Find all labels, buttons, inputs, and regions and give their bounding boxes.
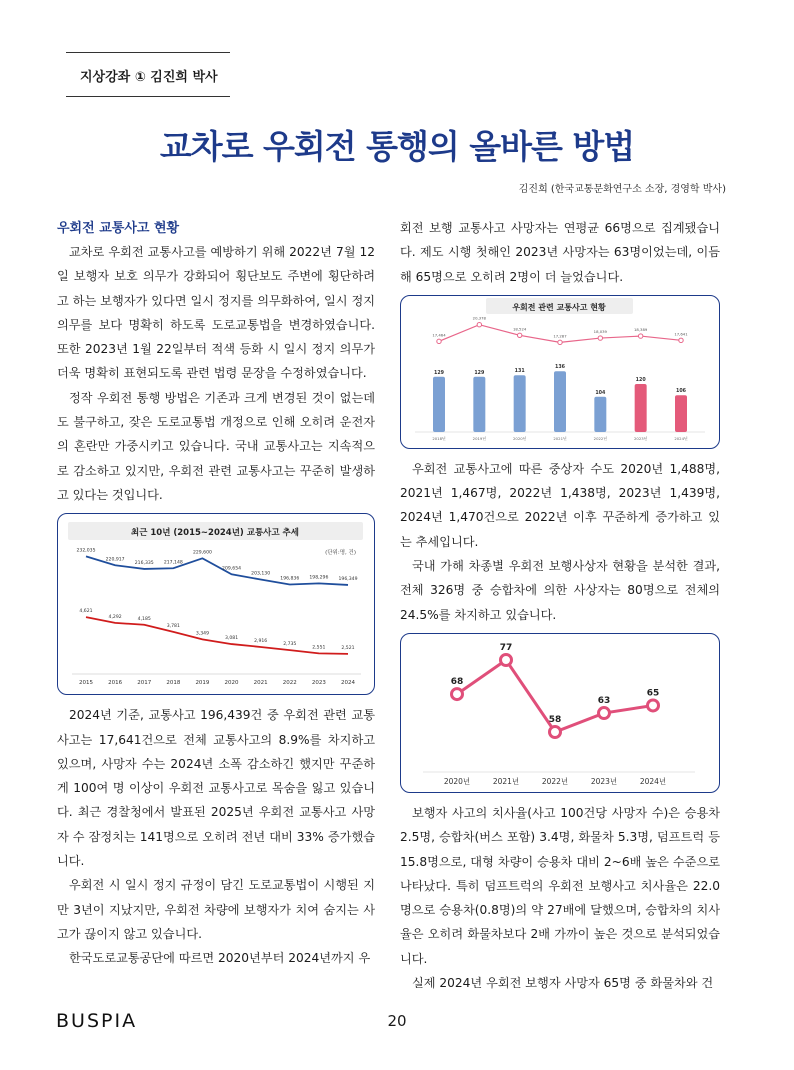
x-tick-label: 2018년 [432, 435, 446, 441]
paragraph: 한국도로교통공단에 따르면 2020년부터 2024년까지 우 [69, 951, 371, 966]
data-point [599, 708, 610, 719]
bar [514, 375, 526, 432]
data-label: 17,641 [674, 331, 688, 337]
data-label: 77 [499, 642, 513, 653]
data-label: 20,378 [472, 315, 486, 321]
data-point [437, 339, 441, 343]
data-point [648, 700, 659, 711]
x-tick-label: 2024년 [639, 776, 667, 786]
paragraph: 국내 가해 차종별 우회전 보행사상자 현황을 분석한 결과, 전체 326명 중 승합차에 의한 사상자는 80명으로 전체의 24.5%를 차지하고 있습니다. [400, 559, 720, 622]
bar [433, 377, 445, 432]
paragraph: 정작 우회전 통행 방법은 기존과 크게 변경된 것이 없는데도 불구하고, 잦은 도로교통법 개정으로 인해 오히려 운전자의 혼란만 가중시키고 있습니다. 국내 교통사고는 지속적으로 감소하고 있지만, 우회전 관련 교통사고는 꾸준히 발생하고 있다는 것입니다. [57, 390, 375, 502]
data-label: 203,130 [251, 571, 271, 577]
trend-chart [58, 514, 373, 694]
data-label: 198,296 [309, 575, 329, 581]
paragraph: 실제 2024년 우회전 보행자 사망자 65명 중 화물차와 건 [412, 976, 714, 991]
pedestrian-death-chart [401, 634, 718, 792]
paragraph: 우회전 시 일시 정지 규정이 담긴 도로교통법이 시행된 지 만 3년이 지났지만, 우회전 차량에 보행자가 치여 숨지는 사고가 끊이지 않고 있습니다. [57, 878, 375, 941]
bar [675, 395, 687, 432]
bar-value-label: 136 [554, 365, 566, 371]
data-label: 18,389 [634, 326, 648, 332]
data-label: 232,035 [76, 548, 96, 554]
page-number: 20 [387, 1012, 407, 1030]
x-tick-label: 2023년 [633, 435, 648, 441]
data-label: 3,349 [195, 631, 210, 637]
data-point [477, 322, 481, 326]
data-label: 209,654 [222, 566, 242, 572]
bar [594, 397, 606, 432]
figure-right-turn-accidents [400, 295, 720, 449]
bar-value-label: 106 [675, 389, 687, 395]
paragraph: 보행자 사고의 치사율(사고 100건당 사망자 수)은 승용차 2.5명, 승합차(버스 포함) 3.4명, 화물차 5.3명, 덤프트럭 등 15.8명으로, 대형 차량이 승용차 대비 2~6배 높은 수준으로 나타났다. 특히 덤프트럭의 우회전 보행사고 치사율은 22.0명으로 승용차(0.8명)의 약 27배에 달했으며, 승합차의 치사율은 오히려 화물차보다 2배 가까이 높은 것으로 분석되었습니다. [400, 805, 720, 966]
chart-title: 최근 10년 (2015~2024년) 교통사고 추세 [131, 528, 299, 539]
data-label: 196,349 [338, 577, 358, 583]
x-tick-label: 2015 [79, 680, 93, 687]
x-tick-label: 2019 [195, 680, 210, 687]
data-point [550, 726, 561, 737]
x-tick-label: 2024년 [674, 435, 688, 441]
paragraph: 우회전 교통사고에 따른 중상자 수도 2020년 1,488명, 2021년 1,467명, 2022년 1,438명, 2023년 1,439명, 2024년 1,470건으로 2022년 이후 꾸준하게 증가하고 있는 추세입니다. [400, 461, 720, 549]
x-tick-label: 2020년 [443, 776, 471, 786]
x-tick-label: 2016 [108, 680, 123, 687]
figure-accident-trend [57, 513, 375, 695]
x-tick-label: 2023년 [590, 776, 618, 786]
data-label: 217,148 [163, 560, 183, 566]
x-tick-label: 2021 [253, 680, 268, 687]
data-point [501, 654, 512, 665]
right-column [400, 216, 720, 995]
bar [635, 384, 647, 432]
brand-logo: BUSPIA [56, 1010, 138, 1032]
paragraph: 회전 보행 교통사고 사망자는 연평균 66명으로 집계됐습니다. 제도 시행 첫해인 2023년 사망자는 63명이었는데, 이듬해 65명으로 오히려 2명이 더 늘었습니다. [400, 221, 720, 284]
data-label: 65 [646, 688, 660, 699]
data-label: 3,781 [166, 624, 180, 630]
x-tick-label: 2022년 [593, 435, 608, 441]
x-tick-label: 2021년 [492, 776, 520, 786]
paragraph: 교차로 우회전 교통사고를 예방하기 위해 2022년 7월 12일 보행자 보호 의무가 강화되어 횡단보도 주변에 횡단하려고 하는 보행자가 있다면 일시 정지를 의무화하여, 일시 정지 의무를 보다 명확히 하도록 도로교통법을 변경하였습니다. 또한 2023년 1월 22일부터 적색 등화 시 일시 정지 의무가 더욱 명확히 표현되도록 관련 법령 문장을 수정하였습니다. [57, 245, 375, 381]
data-label: 3,081 [224, 636, 239, 642]
x-tick-label: 2022년 [541, 776, 569, 786]
data-label: 17,287 [553, 333, 567, 339]
paragraph: 2024년 기준, 교통사고 196,439건 중 우회전 관련 교통사고는 17,641건으로 전체 교통사고의 8.9%를 차지하고 있으며, 사망자 수는 2024년 소폭 감소하긴 했지만 꾸준하게 100여 명 이상이 우회전 교통사고로 목숨을 잃고 있습니다. 최근 경찰청에서 발표된 2025년 우회전 교통사고 사망자 수 잠정치는 141명으로 오히려 전년 대비 33% 증가했습니다. [57, 708, 375, 869]
data-label: 58 [548, 714, 562, 725]
bar-value-label: 129 [433, 370, 445, 376]
x-tick-label: 2019년 [472, 435, 487, 441]
bar [473, 377, 485, 432]
section-heading: 우회전 교통사고 현황 [57, 221, 180, 236]
chart-title: 우회전 관련 교통사고 현황 [512, 302, 606, 312]
data-label: 4,292 [108, 615, 122, 621]
bar-value-label: 120 [635, 377, 646, 383]
x-tick-label: 2021년 [553, 435, 567, 441]
data-point [517, 333, 521, 337]
data-label: 220,917 [105, 557, 125, 563]
bar [554, 371, 566, 432]
chart-unit-label: (단위:명, 건) [325, 550, 356, 557]
data-label: 4,185 [137, 617, 151, 623]
series-line-deaths [86, 617, 348, 654]
data-label: 196,836 [280, 576, 300, 582]
series-line-accidents [86, 557, 348, 586]
data-label: 2,916 [254, 639, 268, 645]
x-tick-label: 2022 [282, 680, 297, 687]
x-tick-label: 2018 [166, 680, 181, 687]
data-point [598, 336, 602, 340]
bar-value-label: 104 [595, 390, 606, 396]
data-point [558, 340, 562, 344]
data-label: 63 [597, 696, 611, 707]
data-label: 2,551 [312, 645, 326, 651]
figure-pedestrian-deaths [400, 633, 720, 793]
right-turn-chart [401, 296, 718, 448]
bar-value-label: 129 [474, 370, 485, 376]
x-tick-label: 2023 [311, 680, 326, 687]
data-label: 4,621 [79, 609, 93, 615]
byline: 김진희 (한국교통문화연구소 소장, 경영학 박사) [518, 184, 726, 195]
data-label: 18,039 [593, 328, 607, 334]
data-label: 68 [450, 677, 464, 688]
data-point [679, 338, 683, 342]
page-title: 교차로 우회전 통행의 올바른 방법 [159, 127, 635, 166]
header-rule-top [66, 52, 230, 53]
data-point [638, 334, 642, 338]
data-label: 229,600 [192, 550, 212, 556]
x-tick-label: 2017 [137, 680, 152, 687]
x-tick-label: 2020 [224, 680, 239, 687]
bar-value-label: 131 [514, 369, 525, 375]
data-label: 17,464 [432, 332, 446, 338]
data-label: 18,524 [513, 326, 527, 332]
data-label: 2,521 [341, 646, 355, 652]
header-rule-bottom [66, 96, 230, 97]
series-label: 지상강좌 ① 김진희 박사 [80, 70, 218, 85]
x-tick-label: 2024 [341, 680, 355, 687]
data-label: 2,735 [283, 642, 297, 648]
data-point [452, 689, 463, 700]
left-column [57, 218, 375, 971]
x-tick-label: 2020년 [512, 435, 527, 441]
data-label: 216,335 [134, 561, 154, 567]
